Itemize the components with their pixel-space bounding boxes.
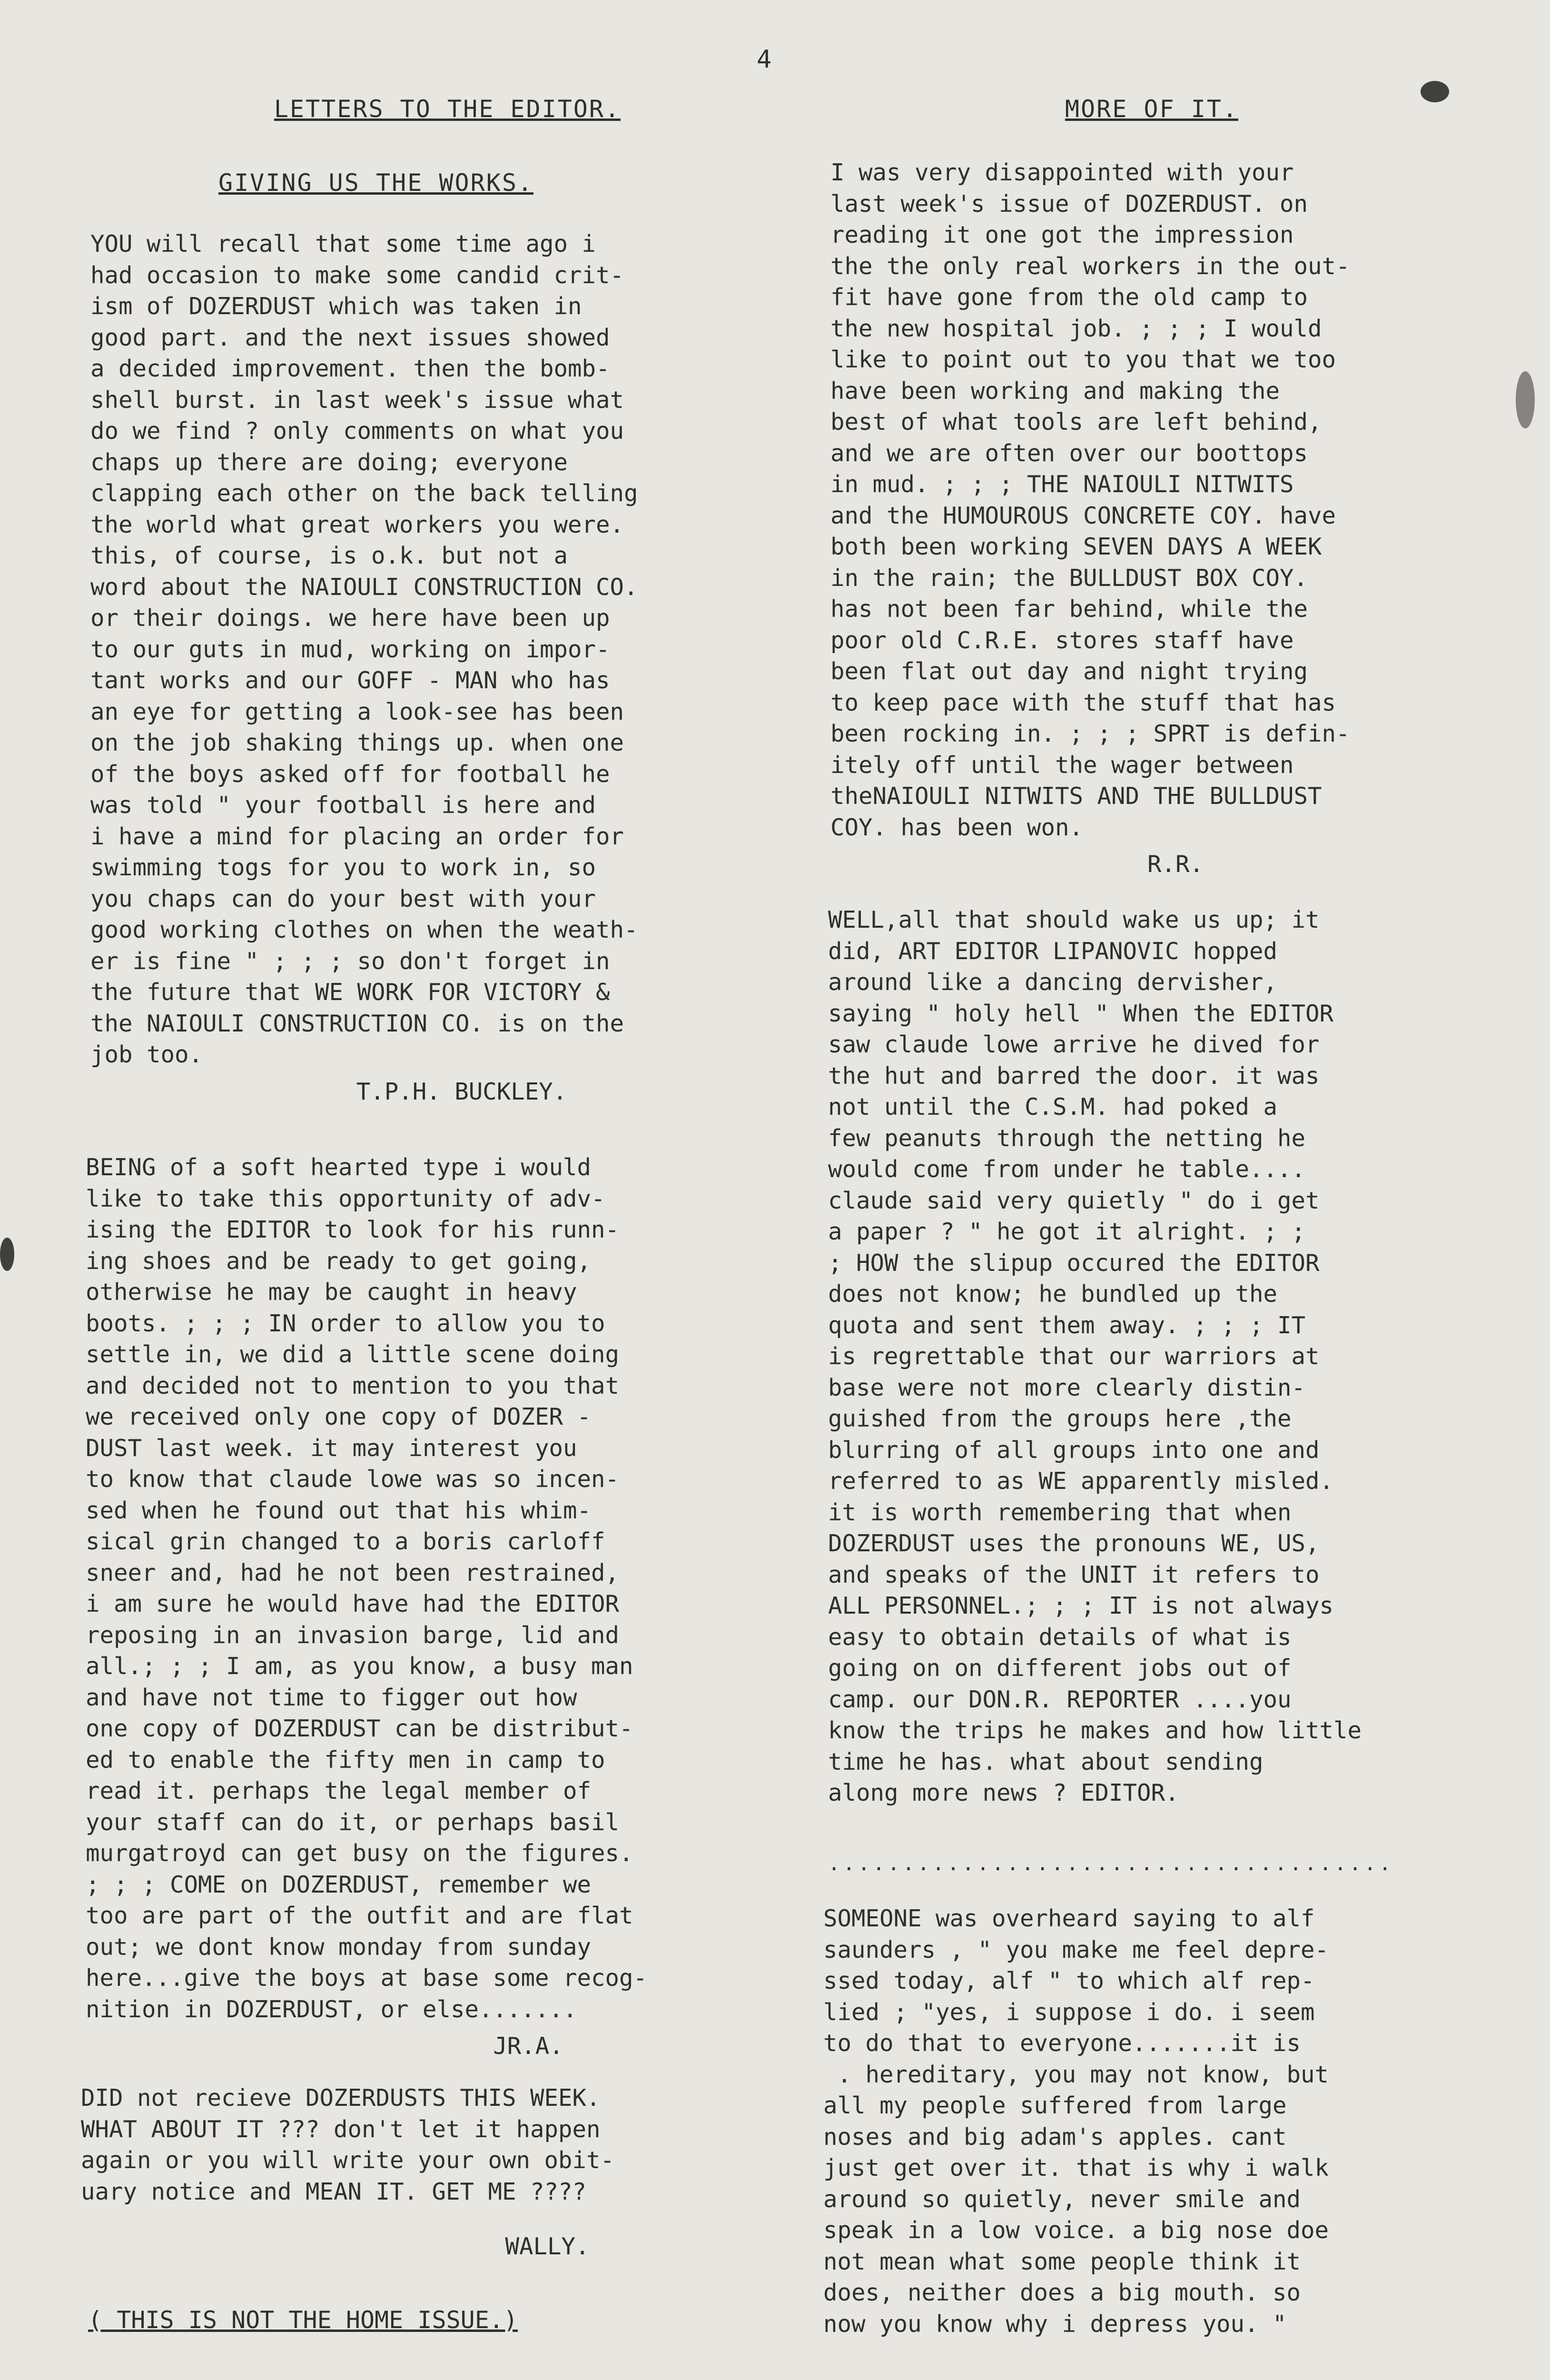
text-line: to keep pace with the stuff that has bbox=[830, 689, 1336, 716]
text-line: to do that to everyone.......it is bbox=[823, 2030, 1301, 2057]
left-column bbox=[76, 95, 819, 197]
ink-blot bbox=[1421, 81, 1449, 102]
text-line: itely off until the wager between bbox=[830, 751, 1294, 779]
text-line: fit have gone from the old camp to bbox=[830, 284, 1308, 311]
text-line: around so quietly, never smile and bbox=[823, 2185, 1301, 2213]
text-line: . hereditary, you may not know, but bbox=[823, 2061, 1329, 2088]
text-line: job too. bbox=[90, 1041, 203, 1068]
text-line: SOMEONE was overheard saying to alf bbox=[823, 1905, 1315, 1932]
signature: WALLY. bbox=[505, 2233, 590, 2260]
letter-jra bbox=[86, 1152, 828, 2062]
text-line: one copy of DOZERDUST can be distribut- bbox=[86, 1715, 633, 1742]
text-line: tant works and our GOFF - MAN who has bbox=[90, 667, 610, 694]
text-line: sical grin changed to a boris carloff bbox=[86, 1528, 605, 1555]
letter-rr bbox=[830, 157, 1520, 880]
text-line: just get over it. that is why i walk bbox=[823, 2154, 1329, 2182]
text-line: been flat out day and night trying bbox=[830, 658, 1308, 685]
text-line: here...give the boys at base some recog- bbox=[86, 1964, 648, 1992]
text-line: COY. has been won. bbox=[830, 813, 1084, 841]
text-line: speak in a low voice. a big nose doe bbox=[823, 2217, 1329, 2244]
text-line: best of what tools are left behind, bbox=[830, 408, 1322, 436]
text-line: lied ; "yes, i suppose i do. i seem bbox=[823, 1998, 1315, 2026]
text-line: and speaks of the UNIT it refers to bbox=[828, 1561, 1320, 1588]
text-line: not mean what some people think it bbox=[823, 2248, 1301, 2275]
text-line: claude said very quietly " do i get bbox=[828, 1187, 1320, 1214]
text-line: or their doings. we here have been up bbox=[90, 605, 610, 632]
text-line: nition in DOZERDUST, or else....... bbox=[86, 1995, 577, 2023]
text-line: clapping each other on the back telling bbox=[90, 480, 638, 507]
text-line: boots. ; ; ; IN order to allow you to bbox=[86, 1309, 605, 1337]
text-line: of the boys asked off for football he bbox=[90, 760, 610, 788]
text-line: word about the NAIOULI CONSTRUCTION CO. bbox=[90, 573, 638, 601]
letter-alf-saunders bbox=[823, 1903, 1518, 2340]
text-line: the future that WE WORK FOR VICTORY & bbox=[90, 979, 610, 1006]
text-line: ing shoes and be ready to get going, bbox=[86, 1247, 592, 1275]
text-line: do we find ? only comments on what you bbox=[90, 417, 624, 445]
text-line: sed when he found out that his whim- bbox=[86, 1497, 592, 1524]
signature: JR.A. bbox=[493, 2033, 563, 2060]
ink-blot bbox=[0, 1238, 14, 1271]
text-line: base were not more clearly distin- bbox=[828, 1374, 1306, 1401]
text-line: ALL PERSONNEL.; ; ; IT is not always bbox=[828, 1592, 1334, 1619]
text-line: your staff can do it, or perhaps basil bbox=[86, 1808, 620, 1836]
text-line: few peanuts through the netting he bbox=[828, 1124, 1306, 1152]
text-line: murgatroyd can get busy on the figures. bbox=[86, 1840, 633, 1867]
text-line: settle in, we did a little scene doing bbox=[86, 1341, 620, 1368]
text-line: guished from the groups here ,the bbox=[828, 1405, 1292, 1432]
section-divider: ...................................... bbox=[828, 1852, 1394, 1875]
text-line: DID not recieve DOZERDUSTS THIS WEEK. bbox=[81, 2084, 601, 2112]
text-line: again or you will write your own obit- bbox=[81, 2147, 615, 2174]
footer-text: ( THIS IS NOT THE HOME ISSUE.) bbox=[88, 2306, 518, 2334]
text-line: was told " your football is here and bbox=[90, 792, 596, 819]
text-line: er is fine " ; ; ; so don't forget in bbox=[90, 947, 610, 975]
letters-to-editor-heading: LETTERS TO THE EDITOR. bbox=[274, 95, 621, 123]
text-line: I was very disappointed with your bbox=[830, 159, 1294, 186]
text-line: ising the EDITOR to look for his runn- bbox=[86, 1216, 620, 1243]
text-line: DOZERDUST uses the pronouns WE, US, bbox=[828, 1530, 1320, 1557]
text-line: an eye for getting a look-see has been bbox=[90, 698, 624, 725]
text-line: around like a dancing dervisher, bbox=[828, 969, 1278, 996]
text-line: and the HUMOUROUS CONCRETE COY. have bbox=[830, 502, 1336, 529]
text-line: and we are often over our boottops bbox=[830, 439, 1308, 467]
text-line: the NAIOULI CONSTRUCTION CO. is on the bbox=[90, 1010, 624, 1037]
text-line: theNAIOULI NITWITS AND THE BULLDUST bbox=[830, 783, 1322, 810]
letter-editor-reply bbox=[828, 904, 1518, 1809]
text-line: saw claude lowe arrive he dived for bbox=[828, 1031, 1320, 1058]
text-line: this, of course, is o.k. but not a bbox=[90, 542, 568, 569]
text-line: does, neither does a big mouth. so bbox=[823, 2279, 1301, 2306]
text-line: WELL,all that should wake us up; it bbox=[828, 906, 1320, 933]
text-line: time he has. what about sending bbox=[828, 1748, 1264, 1775]
text-line: all my people suffered from large bbox=[823, 2092, 1287, 2119]
text-line: the hut and barred the door. it was bbox=[828, 1062, 1320, 1090]
text-line: camp. our DON.R. REPORTER ....you bbox=[828, 1686, 1292, 1713]
text-line: saying " holy hell " When the EDITOR bbox=[828, 1000, 1334, 1027]
text-line: ; ; ; COME on DOZERDUST, remember we bbox=[86, 1871, 592, 1898]
text-line: had occasion to make some candid crit- bbox=[90, 261, 624, 289]
text-line: ed to enable the fifty men in camp to bbox=[86, 1746, 605, 1774]
text-line: ism of DOZERDUST which was taken in bbox=[90, 293, 582, 320]
text-line: chaps up there are doing; everyone bbox=[90, 448, 568, 476]
text-line: i have a mind for placing an order for bbox=[90, 823, 624, 850]
text-line: you chaps can do your best with your bbox=[90, 885, 596, 912]
text-line: ssed today, alf " to which alf rep- bbox=[823, 1967, 1315, 1994]
text-line: like to point out to you that we too bbox=[830, 346, 1336, 373]
text-line: has not been far behind, while the bbox=[830, 595, 1308, 623]
text-line: good part. and the next issues showed bbox=[90, 324, 610, 351]
text-line: easy to obtain details of what is bbox=[828, 1623, 1292, 1651]
text-line: DUST last week. it may interest you bbox=[86, 1434, 577, 1462]
text-line: good working clothes on when the weath- bbox=[90, 916, 638, 943]
letter-wally bbox=[81, 2082, 823, 2262]
letter-buckley bbox=[90, 228, 833, 1107]
text-line: saunders , " you make me feel depre- bbox=[823, 1936, 1329, 1964]
text-line: did, ART EDITOR LIPANOVIC hopped bbox=[828, 937, 1278, 965]
text-line: on the job shaking things up. when one bbox=[90, 729, 624, 756]
text-line: shell burst. in last week's issue what bbox=[90, 386, 624, 414]
text-line: the new hospital job. ; ; ; I would bbox=[830, 315, 1322, 342]
text-line: going on on different jobs out of bbox=[828, 1655, 1292, 1682]
text-line: have been working and making the bbox=[830, 377, 1280, 405]
text-line: swimming togs for you to work in, so bbox=[90, 854, 596, 881]
text-line: BEING of a soft hearted type i would bbox=[86, 1154, 592, 1181]
text-line: too are part of the outfit and are flat bbox=[86, 1902, 633, 1929]
page-number: 4 bbox=[757, 45, 772, 74]
text-line: YOU will recall that some time ago i bbox=[90, 230, 596, 258]
text-line: noses and big adam's apples. cant bbox=[823, 2123, 1287, 2151]
home-issue-footer bbox=[88, 2306, 518, 2334]
giving-us-the-works-heading: GIVING US THE WORKS. bbox=[218, 169, 534, 197]
text-line: ; HOW the slipup occured the EDITOR bbox=[828, 1249, 1320, 1277]
text-line: the the only real workers in the out- bbox=[830, 252, 1350, 280]
text-line: know the trips he makes and how little bbox=[828, 1717, 1362, 1744]
text-line: it is worth remembering that when bbox=[828, 1498, 1292, 1526]
text-line: uary notice and MEAN IT. GET ME ???? bbox=[81, 2178, 587, 2205]
text-line: the world what great workers you were. bbox=[90, 511, 624, 538]
text-line: we received only one copy of DOZER - bbox=[86, 1403, 592, 1430]
text-line: i am sure he would have had the EDITOR bbox=[86, 1590, 620, 1617]
text-line: last week's issue of DOZERDUST. on bbox=[830, 190, 1308, 218]
text-line: like to take this opportunity of adv- bbox=[86, 1185, 605, 1212]
text-line: read it. perhaps the legal member of bbox=[86, 1777, 592, 1805]
text-line: quota and sent them away. ; ; ; IT bbox=[828, 1311, 1306, 1339]
text-line: otherwise he may be caught in heavy bbox=[86, 1279, 577, 1306]
signature: R.R. bbox=[1147, 851, 1204, 878]
text-line: a paper ? " he got it alright. ; ; bbox=[828, 1218, 1306, 1245]
text-line: all.; ; ; I am, as you know, a busy man bbox=[86, 1653, 633, 1680]
text-line: sneer and, had he not been restrained, bbox=[86, 1559, 620, 1587]
ink-blot bbox=[1516, 371, 1535, 428]
text-line: poor old C.R.E. stores staff have bbox=[830, 626, 1294, 654]
text-line: is regrettable that our warriors at bbox=[828, 1343, 1320, 1370]
text-line: WHAT ABOUT IT ??? don't let it happen bbox=[81, 2115, 601, 2143]
text-line: referred to as WE apparently misled. bbox=[828, 1468, 1334, 1495]
text-line: reposing in an invasion barge, lid and bbox=[86, 1621, 620, 1649]
text-line: to our guts in mud, working on impor- bbox=[90, 635, 610, 663]
text-line: reading it one got the impression bbox=[830, 221, 1294, 248]
text-line: blurring of all groups into one and bbox=[828, 1436, 1320, 1464]
text-line: out; we dont know monday from sunday bbox=[86, 1933, 592, 1961]
text-line: a decided improvement. then the bomb- bbox=[90, 355, 610, 382]
signature: T.P.H. BUCKLEY. bbox=[356, 1078, 567, 1105]
text-line: would come from under he table.... bbox=[828, 1156, 1306, 1183]
text-line: been rocking in. ; ; ; SPRT is defin- bbox=[830, 720, 1350, 747]
text-line: to know that claude lowe was so incen- bbox=[86, 1466, 620, 1493]
text-line: both been working SEVEN DAYS A WEEK bbox=[830, 533, 1322, 560]
text-line: along more news ? EDITOR. bbox=[828, 1779, 1179, 1806]
text-line: and decided not to mention to you that bbox=[86, 1372, 620, 1399]
text-line: now you know why i depress you. " bbox=[823, 2310, 1287, 2338]
more-of-it-heading: MORE OF IT. bbox=[1065, 95, 1239, 123]
text-line: not until the C.S.M. had poked a bbox=[828, 1093, 1278, 1121]
text-line: in the rain; the BULLDUST BOX COY. bbox=[830, 564, 1308, 592]
text-line: does not know; he bundled up the bbox=[828, 1280, 1278, 1308]
text-line: in mud. ; ; ; THE NAIOULI NITWITS bbox=[830, 471, 1294, 498]
text-line: and have not time to figger out how bbox=[86, 1684, 577, 1711]
